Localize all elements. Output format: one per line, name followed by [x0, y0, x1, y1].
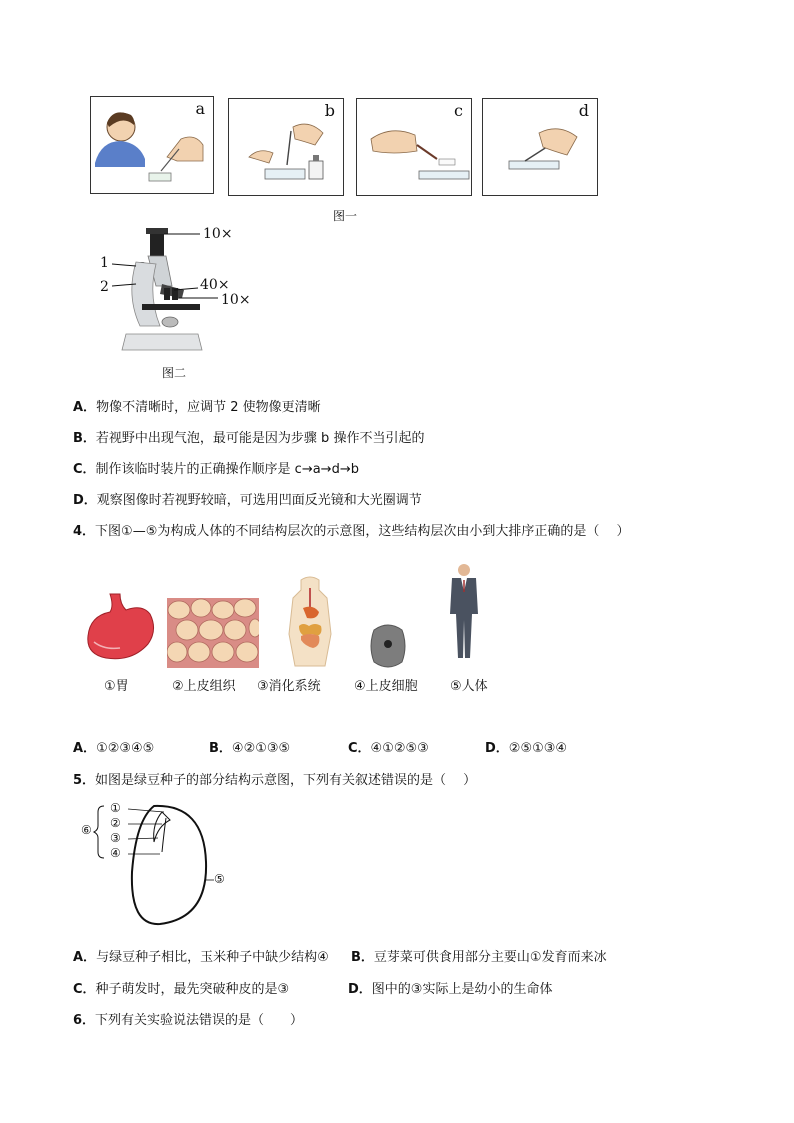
- figure1-panel-c: [356, 98, 472, 196]
- q4-image-caption-4: ④上皮细胞: [354, 679, 418, 694]
- seed-label-3: ③: [110, 831, 121, 845]
- q3-option-a: [73, 396, 321, 415]
- objective-low-label: 10×: [221, 292, 251, 308]
- q5-option-d: [348, 978, 552, 997]
- eyepiece-label: 10×: [203, 226, 233, 242]
- option-text: 图中的③实际上是幼小的生命体: [371, 982, 553, 997]
- option-letter: A．: [73, 741, 97, 756]
- q6-stem: [73, 1009, 303, 1028]
- knob-2-label: 2: [100, 279, 109, 295]
- option-letter: B．: [351, 950, 374, 965]
- q4-image-caption-1: ①胃: [104, 679, 129, 694]
- option-text: 观察图像时若视野较暗，可选用凹面反光镜和大光圈调节: [96, 493, 422, 508]
- option-text: 豆芽菜可供食用部分主要山①发育而来冰: [373, 950, 607, 965]
- knob-1-label: 1: [100, 255, 109, 271]
- option-text: 物像不清晰时，应调节 2 使物像更清晰: [96, 400, 321, 415]
- seed-label-4: ④: [110, 846, 121, 860]
- option-letter: A．: [73, 950, 97, 965]
- panel-label: d: [578, 101, 589, 120]
- panel-label: a: [195, 99, 205, 118]
- option-letter: A．: [73, 400, 97, 415]
- figure1-panel-b: [228, 98, 344, 196]
- question-number: 6．: [73, 1013, 96, 1028]
- q3-option-b: [73, 427, 424, 446]
- seed-label-1: ①: [110, 801, 121, 815]
- figure1-panel-a: [90, 96, 214, 194]
- question-text: 如图是绿豆种子的部分结构示意图，下列有关叙述错误的是（ ）: [95, 773, 477, 788]
- q3-option-c: [73, 458, 359, 477]
- q4-image-caption-5: ⑤人体: [450, 679, 488, 694]
- q4-option-a: [73, 737, 154, 756]
- option-text: 制作该临时装片的正确操作顺序是 c→a→d→b: [95, 462, 359, 477]
- digestive-system-icon: [283, 574, 337, 670]
- question-number: 5．: [73, 773, 96, 788]
- microscope-illustration: [112, 226, 272, 356]
- option-letter: B．: [209, 741, 232, 756]
- option-text: 若视野中出现气泡，最可能是因为步骤 b 操作不当引起的: [95, 431, 425, 446]
- option-text: ①②③④⑤: [96, 741, 155, 756]
- stomach-icon: [80, 592, 160, 664]
- option-letter: D．: [348, 982, 372, 997]
- q5-option-b: [351, 946, 607, 965]
- option-text: 种子萌发时，最先突破种皮的是③: [95, 982, 290, 997]
- seed-label-2: ②: [110, 816, 121, 830]
- option-letter: C．: [73, 982, 96, 997]
- human-body-icon: [446, 562, 482, 662]
- option-text: ④②①③⑤: [231, 741, 291, 756]
- question-number: 4．: [73, 524, 96, 539]
- seed-label-5: ⑤: [214, 872, 225, 886]
- q4-stem: [73, 520, 630, 539]
- figure1-panel-d: [482, 98, 598, 196]
- option-text: ④①②⑤③: [370, 741, 429, 756]
- q3-option-d: [73, 489, 422, 508]
- q4-option-d: [485, 737, 567, 756]
- mung-bean-seed-diagram: [80, 800, 240, 930]
- epithelial-tissue-icon: [167, 598, 259, 668]
- q5-stem: [73, 769, 476, 788]
- option-letter: C．: [73, 462, 96, 477]
- option-letter: B．: [73, 431, 96, 446]
- q4-option-b: [209, 737, 290, 756]
- seed-label-6: ⑥: [81, 823, 92, 837]
- option-text: 与绿豆种子相比，玉米种子中缺少结构④: [96, 950, 329, 965]
- question-text: 下列有关实验说法错误的是（ ）: [95, 1013, 304, 1028]
- q4-image-caption-3: ③消化系统: [257, 679, 321, 694]
- panel-label: c: [454, 101, 463, 120]
- figure2-caption: 图二: [162, 366, 187, 380]
- option-text: ②⑤①③④: [508, 741, 568, 756]
- question-text: 下图①—⑤为构成人体的不同结构层次的示意图，这些结构层次由小到大排序正确的是（ ）: [95, 524, 630, 539]
- objective-high-label: 40×: [200, 277, 230, 293]
- q5-option-a: [73, 946, 329, 965]
- q4-image-caption-2: ②上皮组织: [172, 679, 236, 694]
- panel-label: b: [324, 101, 335, 120]
- option-letter: D．: [73, 493, 97, 508]
- option-letter: C．: [348, 741, 371, 756]
- figure1-caption: 图一: [333, 209, 358, 223]
- epithelial-cell-icon: [370, 622, 406, 670]
- q5-option-c: [73, 978, 289, 997]
- option-letter: D．: [485, 741, 509, 756]
- q4-option-c: [348, 737, 429, 756]
